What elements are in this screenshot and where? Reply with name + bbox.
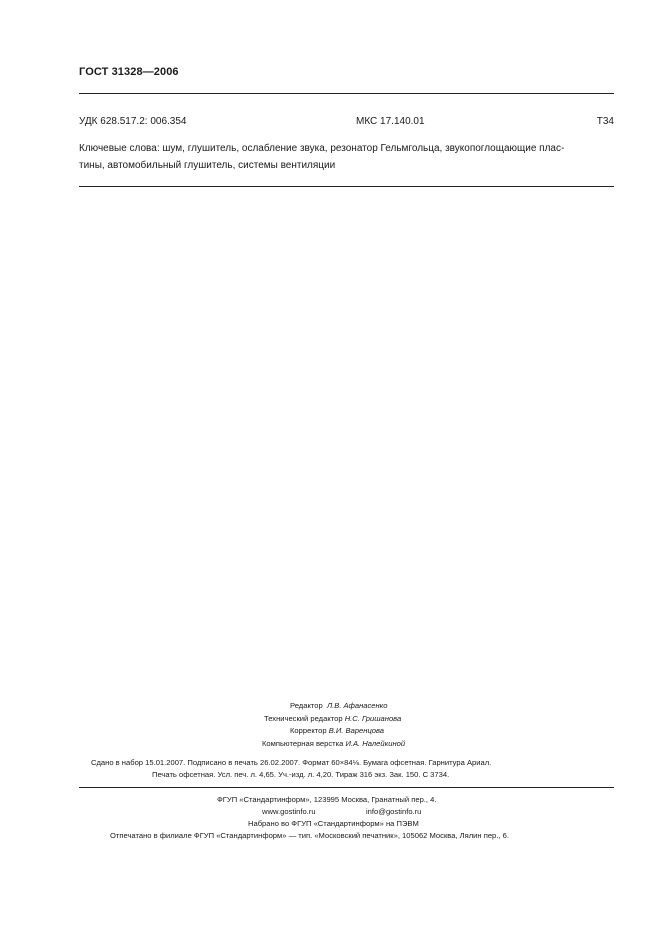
editor-name: Л.В. Афанасенко [326,701,388,710]
layout-name: И.А. Налейкиной [345,738,406,748]
mks-code: МКС 17.140.01 [356,116,425,127]
classification-code: Т34 [596,116,614,127]
udc-code: УДК 628.517.2: 006.354 [79,116,187,127]
tech-editor-name: Н.С. Гришанова [344,713,402,723]
keywords-line: тины, автомобильный глушитель, системы вентиляции [79,160,336,171]
header-divider [79,93,614,94]
publisher-address: ФГУП «Стандартинформ», 123995 Москва, Гранатный пер., 4. [217,795,437,804]
tech-editor-credit [264,713,401,725]
editor-label: Редактор [290,701,323,710]
typeset-note: Набрано во ФГУП «Стандартинформ» на ПЭВМ [248,819,419,828]
printed-note: Отпечатано в филиале ФГУП «Стандартинформ» — тип. «Московский печатник», 105062 Москва, Лялин пер., 6. [110,831,509,840]
email-link[interactable]: info@gostinfo.ru [366,807,422,816]
editor-credit [290,700,388,712]
corrector-name: В.И. Варенцова [328,726,385,735]
footer-divider [79,787,614,788]
keywords-block [79,140,614,174]
standard-code: ГОСТ 31328—2006 [79,66,179,78]
layout-credit [262,738,405,750]
tech-editor-label: Технический редактор [264,713,343,723]
keywords-divider [79,186,614,187]
publication-line: Печать офсетная. Усл. печ. л. 4,65. Уч.-изд. л. 4,20. Тираж 316 экз. Зак. 150. С 3734. [152,770,450,779]
publication-line: Сдано в набор 15.01.2007. Подписано в печать 26.02.2007. Формат 60×84⅛. Бумага офсетная. Гарнитура Ариал. [91,758,492,767]
keywords-line: Ключевые слова: шум, глушитель, ослабление звука, резонатор Гельмгольца, звукопоглощающие плас- [79,143,565,154]
corrector-credit [290,725,384,737]
corrector-label: Корректор [290,726,327,735]
website-link[interactable]: www.gostinfo.ru [262,807,316,816]
layout-label: Компьютерная верстка [262,738,344,748]
